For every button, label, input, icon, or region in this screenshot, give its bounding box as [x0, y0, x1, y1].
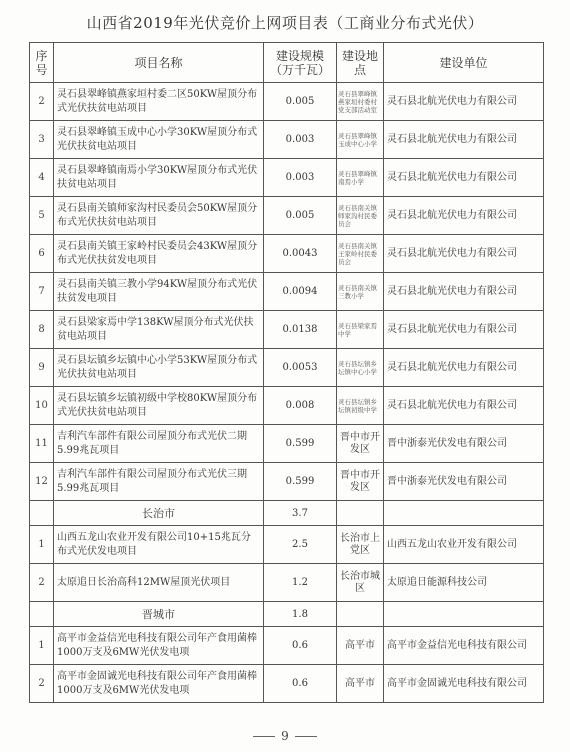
- row-project-name: 高平市金固诚光电科技有限公司年产食用菌棒1000万支及6MW光伏发电项: [54, 665, 264, 703]
- city-name: 长治市: [54, 501, 264, 526]
- row-no: 5: [30, 197, 54, 235]
- city-scale: 3.7: [264, 501, 337, 526]
- row-no: 8: [30, 311, 54, 349]
- header-scale: 建设规模（万千瓦）: [264, 43, 337, 83]
- row-location: 灵石县坛镇乡坛镇中心小学: [337, 349, 384, 387]
- table-row: [30, 159, 544, 197]
- footer-dash-right: [295, 736, 317, 737]
- row-no: 3: [30, 121, 54, 159]
- row-unit: 灵石县北航光伏电力有限公司: [384, 197, 544, 235]
- row-no: 6: [30, 235, 54, 273]
- table-row: [30, 564, 544, 602]
- row-unit: 灵石县北航光伏电力有限公司: [384, 387, 544, 425]
- row-scale: 1.2: [264, 564, 337, 602]
- row-no: 2: [30, 665, 54, 703]
- table-body: [30, 83, 544, 703]
- table-row: [30, 197, 544, 235]
- row-location: 灵石县翠峰镇南焉小学: [337, 159, 384, 197]
- row-unit: 灵石县北航光伏电力有限公司: [384, 235, 544, 273]
- row-scale: 2.5: [264, 526, 337, 564]
- row-scale: 0.0138: [264, 311, 337, 349]
- row-unit: 高平市金固诚光电科技有限公司: [384, 665, 544, 703]
- row-no: 2: [30, 83, 54, 121]
- row-unit: 晋中浙泰光伏发电有限公司: [384, 463, 544, 501]
- row-unit: 高平市金益信光电科技有限公司: [384, 627, 544, 665]
- table-header-row: [30, 43, 544, 83]
- city-location-cell: [337, 602, 384, 627]
- city-unit-cell: [384, 501, 544, 526]
- row-no: 12: [30, 463, 54, 501]
- row-location: 晋中市开发区: [337, 463, 384, 501]
- row-scale: 0.003: [264, 159, 337, 197]
- row-location: 长治市城 区: [337, 564, 384, 602]
- row-project-name: 灵石县南关镇王家岭村民委员会43KW屋顶分布式光伏扶贫发电项目: [54, 235, 264, 273]
- page-number: 9: [281, 729, 289, 743]
- row-unit: 灵石县北航光伏电力有限公司: [384, 83, 544, 121]
- row-no: 10: [30, 387, 54, 425]
- row-project-name: 灵石县坛镇乡坛镇中心小学53KW屋顶分布式光伏扶贫电站项目: [54, 349, 264, 387]
- city-unit-cell: [384, 602, 544, 627]
- city-no-cell: [30, 501, 54, 526]
- footer-dash-left: [253, 736, 275, 737]
- table-row: [30, 526, 544, 564]
- row-scale: 0.005: [264, 83, 337, 121]
- row-location: 灵石县南关镇三教小学: [337, 273, 384, 311]
- row-no: 7: [30, 273, 54, 311]
- row-project-name: 灵石县翠峰镇玉成中心小学30KW屋顶分布式光伏扶贫电站项目: [54, 121, 264, 159]
- row-project-name: 灵石县南关镇师家沟村民委员会50KW屋顶分布式光伏扶贫电站项目: [54, 197, 264, 235]
- row-scale: 0.0094: [264, 273, 337, 311]
- table-row: [30, 121, 544, 159]
- city-location-cell: [337, 501, 384, 526]
- row-project-name: 太原追日长治高科12MW屋顶光伏项目: [54, 564, 264, 602]
- row-location: 灵石县梁家焉中学: [337, 311, 384, 349]
- row-project-name: 山西五龙山农业开发有限公司10+15兆瓦分布式光伏发电项目: [54, 526, 264, 564]
- table-row: [30, 387, 544, 425]
- table-row: [30, 627, 544, 665]
- row-location: 灵石县翠峰镇燕家垣村委村党支部活动室: [337, 83, 384, 121]
- city-no-cell: [30, 602, 54, 627]
- row-location: 灵石县翠峰镇玉成中心小学: [337, 121, 384, 159]
- row-project-name: 灵石县翠峰镇南焉小学30KW屋顶分布式光伏扶贫电站项目: [54, 159, 264, 197]
- city-scale: 1.8: [264, 602, 337, 627]
- row-no: 1: [30, 627, 54, 665]
- row-scale: 0.599: [264, 425, 337, 463]
- table-row: [30, 83, 544, 121]
- row-project-name: 灵石县南关镇三教小学94KW屋顶分布式光伏扶贫发电项目: [54, 273, 264, 311]
- row-project-name: 灵石县坛镇乡坛镇初级中学校80KW屋顶分布式光伏扶贫电站项目: [54, 387, 264, 425]
- row-unit: 太原追日能源科技公司: [384, 564, 544, 602]
- row-unit: 灵石县北航光伏电力有限公司: [384, 311, 544, 349]
- table-row: [30, 311, 544, 349]
- row-scale: 0.0053: [264, 349, 337, 387]
- row-project-name: 灵石县翠峰镇燕家垣村委二区50KW屋顶分布式光伏扶贫电站项目: [54, 83, 264, 121]
- row-unit: 灵石县北航光伏电力有限公司: [384, 159, 544, 197]
- city-row: [30, 501, 544, 526]
- row-location: 晋中市开发区: [337, 425, 384, 463]
- row-scale: 0.008: [264, 387, 337, 425]
- row-no: 11: [30, 425, 54, 463]
- row-no: 4: [30, 159, 54, 197]
- row-location: 灵石县南关镇师家沟村民委员会: [337, 197, 384, 235]
- row-unit: 山西五龙山农业开发有限公司: [384, 526, 544, 564]
- row-location: 长治市上党区: [337, 526, 384, 564]
- table-row: [30, 349, 544, 387]
- row-no: 9: [30, 349, 54, 387]
- header-unit: 建设单位: [384, 43, 544, 83]
- row-unit: 晋中浙泰光伏发电有限公司: [384, 425, 544, 463]
- row-no: 2: [30, 564, 54, 602]
- project-table: [29, 42, 544, 703]
- table-row: [30, 273, 544, 311]
- header-location: 建设地点: [337, 43, 384, 83]
- row-location: 灵石县坛镇乡坛镇初级中学: [337, 387, 384, 425]
- row-scale: 0.0043: [264, 235, 337, 273]
- city-name: 晋城市: [54, 602, 264, 627]
- row-project-name: 高平市金益信光电科技有限公司年产食用菌棒1000万支及6MW光伏发电项: [54, 627, 264, 665]
- row-unit: 灵石县北航光伏电力有限公司: [384, 349, 544, 387]
- row-location: 高平市: [337, 665, 384, 703]
- table-row: [30, 665, 544, 703]
- row-project-name: 吉利汽车部件有限公司屋顶分布式光伏三期5.99兆瓦项目: [54, 463, 264, 501]
- row-project-name: 灵石县梁家焉中学138KW屋顶分布式光伏扶贫电站项目: [54, 311, 264, 349]
- row-unit: 灵石县北航光伏电力有限公司: [384, 273, 544, 311]
- page-footer: [0, 729, 570, 743]
- header-no: 序号: [30, 43, 54, 83]
- row-scale: 0.003: [264, 121, 337, 159]
- row-location: 高平市: [337, 627, 384, 665]
- row-scale: 0.005: [264, 197, 337, 235]
- table-row: [30, 425, 544, 463]
- row-location: 灵石县南关镇王家岭村民委员会: [337, 235, 384, 273]
- row-scale: 0.6: [264, 627, 337, 665]
- table-row: [30, 463, 544, 501]
- row-scale: 0.6: [264, 665, 337, 703]
- row-unit: 灵石县北航光伏电力有限公司: [384, 121, 544, 159]
- city-row: [30, 602, 544, 627]
- header-name: 项目名称: [54, 43, 264, 83]
- page-title: 山西省2019年光伏竞价上网项目表（工商业分布式光伏）: [86, 14, 484, 32]
- table-row: [30, 235, 544, 273]
- row-project-name: 吉利汽车部件有限公司屋顶分布式光伏二期5.99兆瓦项目: [54, 425, 264, 463]
- row-scale: 0.599: [264, 463, 337, 501]
- row-no: 1: [30, 526, 54, 564]
